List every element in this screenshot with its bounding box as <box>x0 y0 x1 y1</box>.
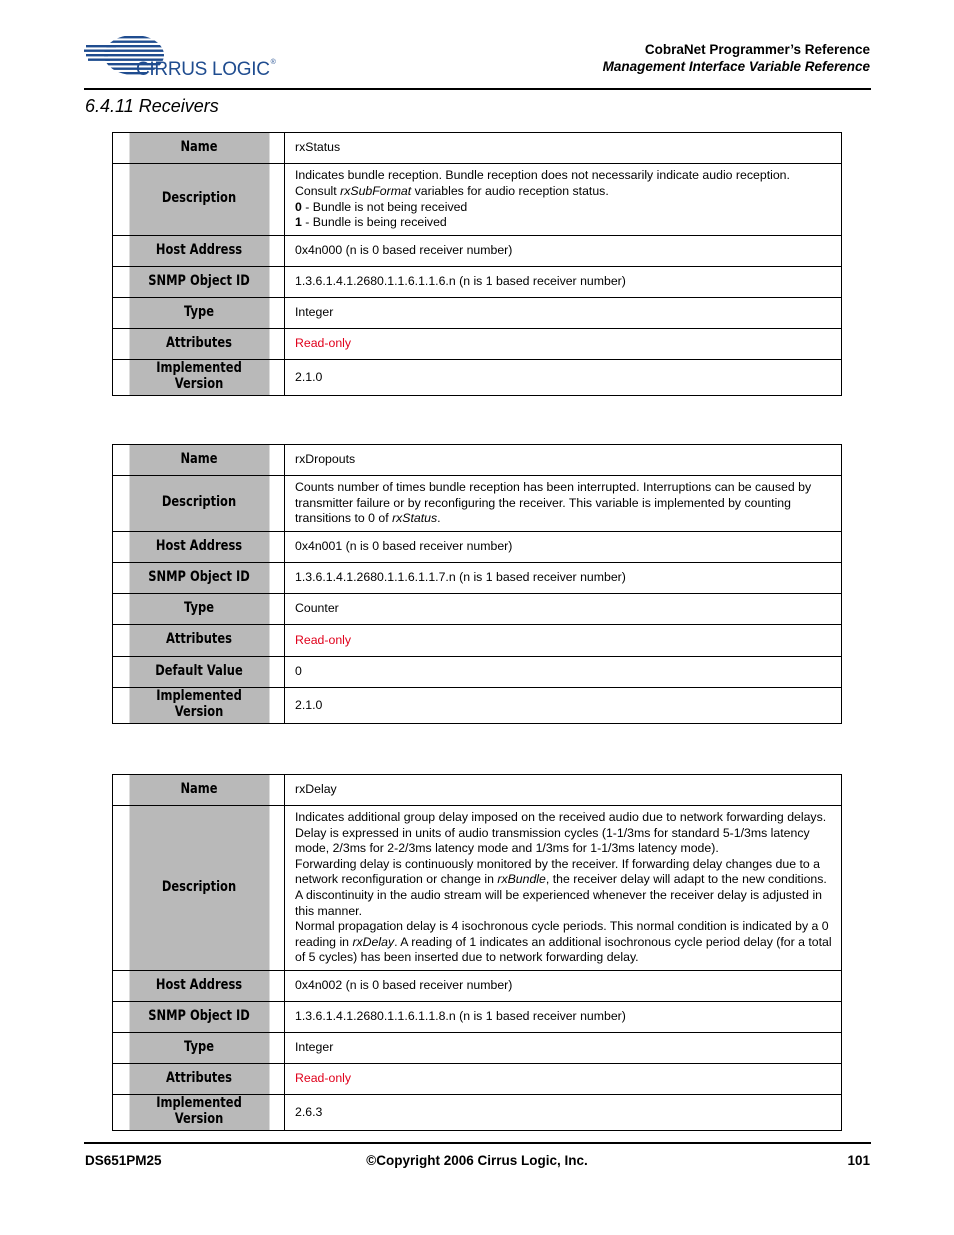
row-label: Implemented Version <box>128 360 269 396</box>
implemented-version-value: 2.1.0 <box>285 688 842 724</box>
type-value: Counter <box>285 594 842 625</box>
row-label: Implemented Version <box>128 688 269 724</box>
row-label: Name <box>128 775 269 806</box>
row-label: Attributes <box>128 329 269 360</box>
name-value: rxStatus <box>285 133 842 164</box>
row-label: Name <box>128 133 269 164</box>
copyright-notice <box>0 1153 954 1168</box>
table-row <box>113 267 842 298</box>
description-text: , the receiver delay will adapt to the new conditions. A discontinuity in the audio stream will be experienced whenever the receiver delay is adjusted in this manner. <box>295 872 827 918</box>
logo-text: CIRRUS LOGIC <box>136 59 270 80</box>
table-row <box>113 1095 842 1131</box>
row-label: Attributes <box>128 1064 269 1095</box>
snmp-object-id-value: 1.3.6.1.4.1.2680.1.1.6.1.1.8.n (n is 1 based receiver number) <box>285 1002 842 1033</box>
variable-table-rxstatus <box>112 132 842 396</box>
variable-table-rxdropouts <box>112 444 842 724</box>
implemented-version-value: 2.1.0 <box>285 360 842 396</box>
page-number: 101 <box>847 1153 870 1168</box>
row-label: Type <box>128 298 269 329</box>
table-row <box>113 806 842 971</box>
variable-table-rxdelay <box>112 774 842 1131</box>
option-text: - Bundle is not being received <box>301 199 468 214</box>
table-row <box>113 133 842 164</box>
table-row <box>113 657 842 688</box>
description-value <box>285 164 842 236</box>
table-row <box>113 476 842 532</box>
table-row <box>113 298 842 329</box>
description-text: . <box>437 511 441 526</box>
cirrus-logic-logo <box>84 34 294 82</box>
header-rule <box>84 88 871 90</box>
name-value: rxDelay <box>285 775 842 806</box>
section-title: 6.4.11 Receivers <box>85 96 219 116</box>
table-row <box>113 1064 842 1095</box>
table-row <box>113 625 842 657</box>
option-text: - Bundle is being received <box>301 215 447 230</box>
description-text: Forwarding delay is continuously monitored by the receiver. If forwarding delay changes due to a network reconfiguration or change in <box>295 856 820 887</box>
description-value <box>285 476 842 532</box>
snmp-object-id-value: 1.3.6.1.4.1.2680.1.1.6.1.1.6.n (n is 1 based receiver number) <box>285 267 842 298</box>
table-row <box>113 775 842 806</box>
table-row <box>113 360 842 396</box>
copyright-icon: © <box>366 1153 377 1168</box>
attributes-value: Read-only <box>285 329 842 360</box>
table-row <box>113 1002 842 1033</box>
document-id: DS651PM25 <box>85 1153 162 1168</box>
variable-reference: rxSubFormat <box>340 183 412 198</box>
attributes-value: Read-only <box>285 1064 842 1095</box>
footer-rule <box>84 1142 871 1144</box>
row-label: Attributes <box>128 625 269 657</box>
type-value: Integer <box>285 1033 842 1064</box>
row-label: Description <box>128 164 269 236</box>
row-label: Type <box>128 594 269 625</box>
variable-reference: rxDelay <box>352 934 395 949</box>
document-header <box>603 41 870 75</box>
logo-registered-mark: ® <box>270 59 276 66</box>
default-value-value: 0 <box>285 657 842 688</box>
option-key: 1 <box>295 215 302 230</box>
attributes-value: Read-only <box>285 625 842 657</box>
table-row <box>113 329 842 360</box>
option-key: 0 <box>295 199 302 214</box>
description-text: Indicates bundle reception. Bundle reception does not necessarily indicate audio reception. Consult <box>295 168 790 198</box>
row-label: SNMP Object ID <box>128 563 269 594</box>
table-row <box>113 563 842 594</box>
type-value: Integer <box>285 298 842 329</box>
table-row <box>113 971 842 1002</box>
name-value: rxDropouts <box>285 445 842 476</box>
implemented-version-value: 2.6.3 <box>285 1095 842 1131</box>
document-subtitle: Management Interface Variable Reference <box>602 59 870 74</box>
table-row <box>113 688 842 724</box>
row-label: Default Value <box>128 657 269 688</box>
host-address-value: 0x4n000 (n is 0 based receiver number) <box>285 236 842 267</box>
host-address-value: 0x4n001 (n is 0 based receiver number) <box>285 532 842 563</box>
row-label: Description <box>128 476 269 532</box>
description-text: Counts number of times bundle reception has been interrupted. Interruptions can be caused by transmitter failure or by reconfiguring the receiver. This variable is implemented by counting transitions to 0 of <box>295 480 812 526</box>
row-label: SNMP Object ID <box>128 1002 269 1033</box>
table-row <box>113 532 842 563</box>
description-text: variables for audio reception status. <box>411 183 609 198</box>
table-row <box>113 594 842 625</box>
row-label: Host Address <box>128 532 269 563</box>
copyright-text: Copyright 2006 Cirrus Logic, Inc. <box>376 1153 588 1168</box>
row-label: Host Address <box>128 236 269 267</box>
document-title: CobraNet Programmer’s Reference <box>644 42 870 57</box>
description-text: . A reading of 1 indicates an additional isochronous cycle period delay (for a total of 5 cycles) has been inserted due to network forwarding delay. <box>295 934 832 965</box>
variable-reference: rxStatus <box>392 511 438 526</box>
description-text: Normal propagation delay is 4 isochronous cycle periods. This normal condition is indicated by a 0 reading in <box>295 919 829 949</box>
row-label: Description <box>128 806 269 971</box>
table-row <box>113 164 842 236</box>
host-address-value: 0x4n002 (n is 0 based receiver number) <box>285 971 842 1002</box>
table-row <box>113 1033 842 1064</box>
table-row <box>113 236 842 267</box>
row-label: Implemented Version <box>128 1095 269 1131</box>
variable-reference: rxBundle <box>497 872 546 887</box>
row-label: Type <box>128 1033 269 1064</box>
description-text: Indicates additional group delay imposed on the received audio due to network forwarding delays. Delay is expressed in units of audio transmission cycles (1-1/3ms for standard 5-1/3ms latency mode, 2/3ms for 2-2/3ms latency mode and 1/3ms for 1-1/3ms latency mode). <box>295 810 827 856</box>
row-label: Name <box>128 445 269 476</box>
snmp-object-id-value: 1.3.6.1.4.1.2680.1.1.6.1.1.7.n (n is 1 based receiver number) <box>285 563 842 594</box>
row-label: SNMP Object ID <box>128 267 269 298</box>
table-row <box>113 445 842 476</box>
description-value <box>285 806 842 971</box>
row-label: Host Address <box>128 971 269 1002</box>
